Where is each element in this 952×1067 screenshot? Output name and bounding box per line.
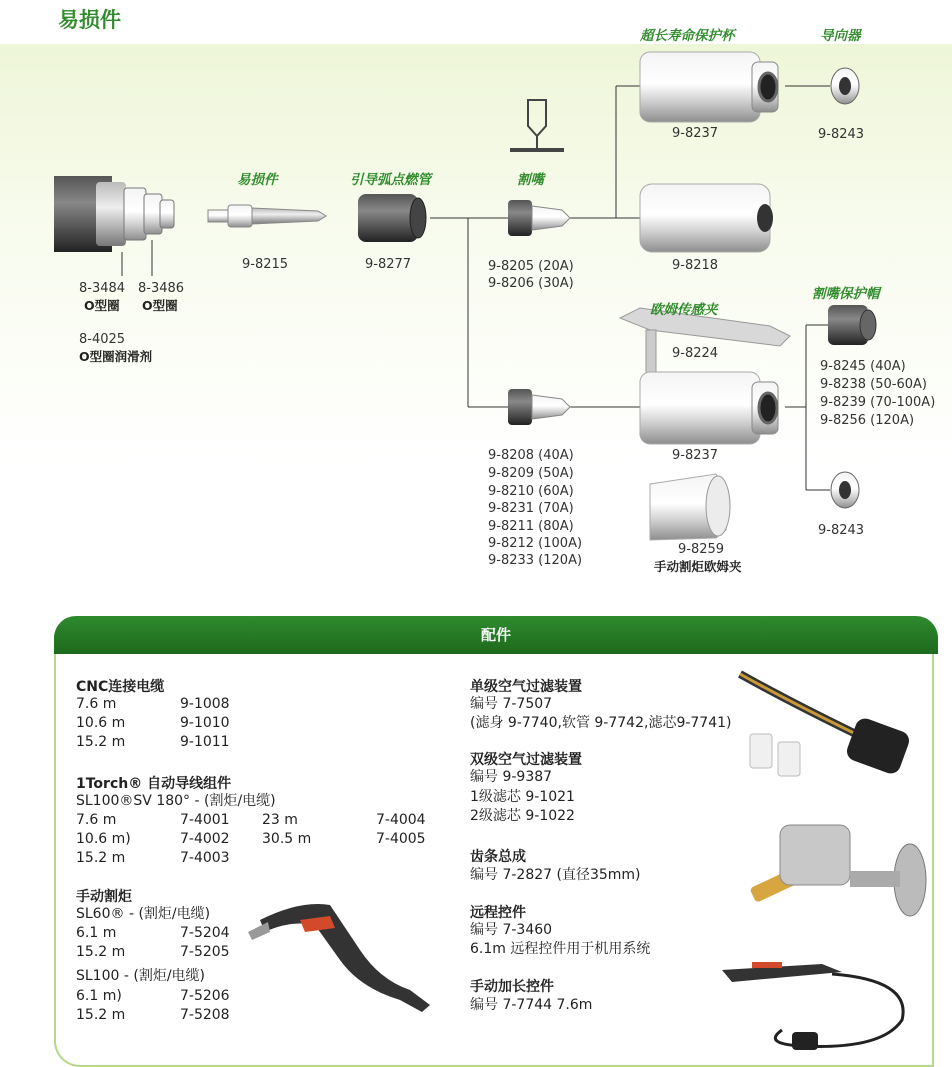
ohmic-clip-label: 欧姆传感夹 bbox=[650, 302, 718, 318]
mt2-row-1-len: 6.1 m) bbox=[76, 988, 122, 1004]
nozzle-large-code-3: 9-8210 (60A) bbox=[488, 484, 574, 499]
nozzle-cap-label: 割嘴保护帽 bbox=[812, 286, 880, 302]
cup-bottom-code: 9-8237 bbox=[672, 448, 719, 463]
nozzle-large-code-7: 9-8233 (120A) bbox=[488, 553, 583, 568]
guide-label: 导向器 bbox=[820, 28, 861, 44]
nozzle-large-image bbox=[508, 389, 570, 425]
page-title: 易损件 bbox=[58, 8, 121, 32]
lead-row-3-code: 7-4003 bbox=[180, 850, 230, 866]
manual-torch-sub2: SL100 - (割炬/电缆) bbox=[76, 968, 206, 984]
mt2-row-1-code: 7-5206 bbox=[180, 988, 230, 1004]
ohmic-clip-image bbox=[620, 308, 790, 380]
manual-torch-image bbox=[240, 880, 440, 1020]
nozzle-large-code-6: 9-8212 (100A) bbox=[488, 536, 583, 551]
pendant-control-image bbox=[712, 950, 922, 1065]
starter-code: 9-8277 bbox=[365, 257, 412, 272]
mt1-row-1-len: 6.1 m bbox=[76, 925, 117, 941]
mt2-row-2-len: 15.2 m bbox=[76, 1007, 126, 1023]
torch-oring-1-code: 8-3484 bbox=[79, 281, 126, 296]
torch-lead-subtitle: SL100®SV 180° - (割炬/电缆) bbox=[76, 793, 276, 809]
air-filter-image bbox=[730, 662, 930, 792]
long-life-cup-bottom-image bbox=[640, 372, 778, 444]
manual-torch-title: 手动割炬 bbox=[76, 889, 132, 905]
guide-bottom-code: 9-8243 bbox=[818, 523, 865, 538]
mt1-row-1-code: 7-5204 bbox=[180, 925, 230, 941]
lead-row-2-len: 10.6 m) bbox=[76, 831, 131, 847]
cnc-row-2-code: 9-1010 bbox=[180, 715, 230, 731]
nozzle-large-code-4: 9-8231 (70A) bbox=[488, 501, 574, 516]
cnc-cable-title: CNC连接电缆 bbox=[76, 679, 165, 695]
rack-title: 齿条总成 bbox=[470, 849, 526, 865]
arc-starter-label: 引导弧点燃管 bbox=[350, 172, 431, 188]
torch-oring-2-code: 8-3486 bbox=[138, 281, 185, 296]
remote-line1: 编号 7-3460 bbox=[470, 922, 553, 938]
torch-oring-1-name: O型圈 bbox=[84, 298, 120, 313]
cnc-row-3-len: 15.2 m bbox=[76, 734, 126, 750]
double-filter-line1: 编号 9-9387 bbox=[470, 769, 553, 785]
remote-title: 远程控件 bbox=[470, 905, 526, 921]
guide-bottom-image bbox=[831, 472, 859, 508]
rack-line1: 编号 7-2827 (直径35mm) bbox=[470, 867, 641, 883]
long-life-cup-top-image bbox=[640, 52, 778, 122]
pendant-title: 手动加长控件 bbox=[470, 979, 554, 995]
remote-line2: 6.1m 远程控件用于机用系统 bbox=[470, 941, 651, 957]
guide-top-image bbox=[831, 68, 859, 104]
lead-row-2-code: 7-4002 bbox=[180, 831, 230, 847]
lead-row-1-code2: 7-4004 bbox=[376, 812, 426, 828]
torch-oring-2-name: O型圈 bbox=[142, 298, 178, 313]
double-filter-line3: 2级滤芯 9-1022 bbox=[470, 808, 575, 824]
lead-row-2-len2: 30.5 m bbox=[262, 831, 312, 847]
pendant-line1: 编号 7-7744 7.6m bbox=[470, 997, 593, 1013]
cnc-row-1-code: 9-1008 bbox=[180, 696, 230, 712]
double-filter-title: 双级空气过滤装置 bbox=[470, 752, 582, 768]
nozzle-small-image bbox=[508, 200, 570, 236]
manual-clip-name: 手动割炬欧姆夹 bbox=[654, 559, 742, 574]
electrode-image bbox=[208, 205, 326, 227]
nozzle-small-code-1: 9-8205 (20A) bbox=[488, 259, 574, 274]
nozzle-small-code-2: 9-8206 (30A) bbox=[488, 276, 574, 291]
nozzle-label: 割嘴 bbox=[517, 172, 544, 188]
cap-code-1: 9-8245 (40A) bbox=[820, 359, 906, 374]
easy-parts-label: 易损件 bbox=[237, 172, 278, 188]
mt1-row-2-len: 15.2 m bbox=[76, 944, 126, 960]
lead-row-1-code: 7-4001 bbox=[180, 812, 230, 828]
manual-ohmic-clip-image bbox=[650, 474, 730, 540]
cap-code-4: 9-8256 (120A) bbox=[820, 413, 915, 428]
lubricant-code: 8-4025 bbox=[79, 332, 126, 347]
guide-top-code: 9-8243 bbox=[818, 127, 865, 142]
lead-row-3-len: 15.2 m bbox=[76, 850, 126, 866]
electrode-code: 9-8215 bbox=[242, 257, 289, 272]
mt2-row-2-code: 7-5208 bbox=[180, 1007, 230, 1023]
ohmic-clip-code: 9-8224 bbox=[672, 346, 719, 361]
mt1-row-2-code: 7-5205 bbox=[180, 944, 230, 960]
nozzle-large-code-1: 9-8208 (40A) bbox=[488, 448, 574, 463]
arc-starter-image bbox=[358, 194, 426, 242]
nozzle-large-code-5: 9-8211 (80A) bbox=[488, 519, 574, 534]
cup-top-code: 9-8237 bbox=[672, 126, 719, 141]
rack-assembly-image bbox=[740, 805, 930, 930]
double-filter-line2: 1级滤芯 9-1021 bbox=[470, 789, 575, 805]
lubricant-name: O型圈润滑剂 bbox=[79, 349, 153, 364]
nozzle-large-code-2: 9-8209 (50A) bbox=[488, 466, 574, 481]
shield-cup-image bbox=[640, 184, 773, 252]
cutting-symbol-icon bbox=[510, 100, 564, 150]
nozzle-cap-image bbox=[828, 305, 876, 345]
cap-code-3: 9-8239 (70-100A) bbox=[820, 395, 936, 410]
manual-clip-code: 9-8259 bbox=[678, 542, 725, 557]
long-life-cup-label: 超长寿命保护杯 bbox=[640, 28, 735, 44]
accessories-header: 配件 bbox=[54, 616, 938, 654]
cap-code-2: 9-8238 (50-60A) bbox=[820, 377, 927, 392]
single-filter-title: 单级空气过滤装置 bbox=[470, 679, 582, 695]
torch-head-image bbox=[54, 176, 174, 276]
lead-row-1-len2: 23 m bbox=[262, 812, 298, 828]
torch-lead-title: 1Torch® 自动导线组件 bbox=[76, 776, 232, 792]
manual-torch-sub1: SL60® - (割炬/电缆) bbox=[76, 906, 211, 922]
cnc-row-2-len: 10.6 m bbox=[76, 715, 126, 731]
single-filter-line2: (滤身 9-7740,软管 9-7742,滤芯9-7741) bbox=[470, 715, 732, 731]
lead-row-1-len: 7.6 m bbox=[76, 812, 117, 828]
cup-mid-code: 9-8218 bbox=[672, 258, 719, 273]
cnc-row-3-code: 9-1011 bbox=[180, 734, 230, 750]
lead-row-2-code2: 7-4005 bbox=[376, 831, 426, 847]
cnc-row-1-len: 7.6 m bbox=[76, 696, 117, 712]
single-filter-line1: 编号 7-7507 bbox=[470, 696, 553, 712]
